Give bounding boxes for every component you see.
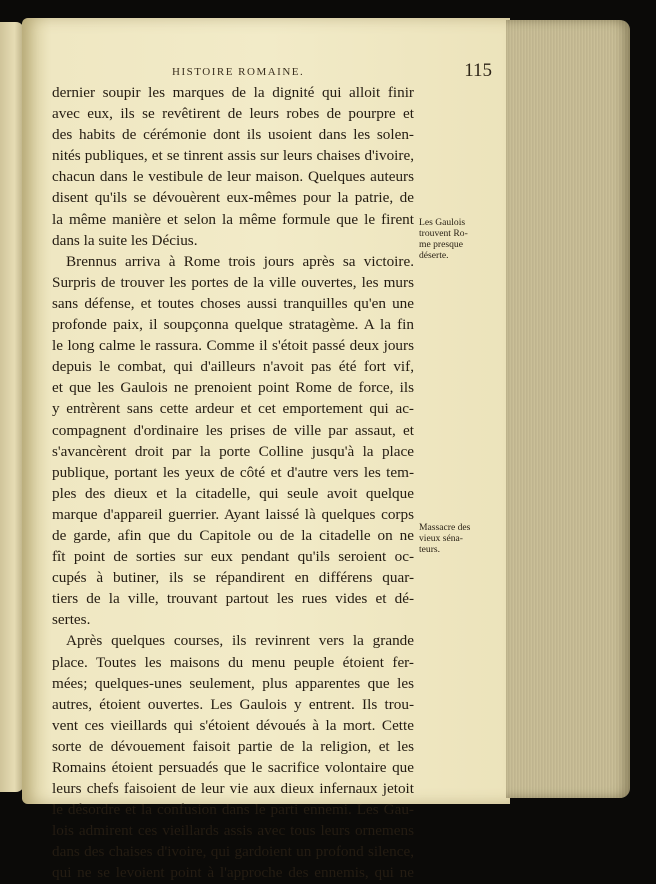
text-line: des habits de cérémonie dont ils usoient dans les solen- (52, 126, 414, 144)
text-line: et que les Gaulois ne prenoient point Rome de force, ils (52, 379, 414, 397)
text-line: Brennus arriva à Rome trois jours après sa victoire. (66, 252, 414, 270)
text-line: y entrèrent sans cette ardeur et cet emportement qui ac- (52, 400, 414, 418)
text-line: Après quelques courses, ils revinrent vers la grande (66, 632, 414, 650)
margin-note-gaulois (419, 217, 483, 261)
text-line: la même manière et selon la même formule que le firent (52, 210, 414, 228)
text-line: compagnent d'ordinaire les prises de ville par assaut, et (52, 421, 414, 439)
running-head: HISTOIRE ROMAINE. (172, 66, 305, 78)
margin-note-line: vieux séna- (419, 533, 463, 544)
text-line: place. Toutes les maisons du menu peuple étoient fer- (52, 653, 414, 671)
text-line: sans défense, et toutes choses aussi tranquilles qu'en une (52, 294, 414, 312)
text-line: publique, portant les yeux de côté et d'autre vers les tem- (52, 463, 414, 481)
text-line: dans des chaises d'ivoire, qui gardoient un profond silence, (52, 843, 414, 861)
margin-note-massacre (419, 522, 483, 555)
text-line: qui ne se levoient point à l'approche des ennemis, qui ne (52, 864, 414, 882)
text-line: profonde paix, il soupçonna quelque stratagème. A la fin (52, 316, 414, 334)
page-header (52, 62, 496, 82)
body-text (52, 82, 414, 884)
margin-note-line: Massacre des (419, 522, 471, 533)
text-line: depuis le combat, qui d'ailleurs n'avoit pas été fort vif, (52, 358, 414, 376)
margin-note-line: teurs. (419, 544, 441, 555)
text-line: mées; quelques-unes seulement, plus apparentes que les (52, 674, 414, 692)
text-line: dernier soupir les marques de la dignité qui alloit finir (52, 84, 414, 101)
text-line: le désordre et la confusion dans le parti ennemi. Les Gau- (52, 801, 414, 819)
margin-note-line: déserte. (419, 250, 449, 261)
text-line: autres, étoient ouvertes. Les Gaulois y entrent. Ils trou- (52, 695, 414, 713)
text-line: leurs chefs faisoient de leur vie aux dieux infernaux jetoit (52, 780, 414, 798)
left-page-edge (0, 22, 24, 792)
text-line: avec eux, ils se revêtirent de leurs robes de pourpre et (52, 105, 414, 123)
text-line: Romains étoient persuadés que le sacrifice volontaire que (52, 759, 414, 776)
text-line: vent ces vieillards qui s'étoient dévoués à la mort. Cette (52, 716, 414, 734)
text-line: disent qu'ils se dévouèrent eux-mêmes pour la patrie, de (52, 189, 414, 207)
text-line: nités publiques, et se tinrent assis sur leurs chaises d'ivoire, (52, 147, 414, 165)
margin-note-line: Les Gaulois (419, 217, 466, 228)
text-line: sorte de dévouement faisoit partie de la religion, et les (52, 737, 414, 755)
text-line: de garde, afin que du Capitole ou de la citadelle on ne (52, 526, 414, 544)
text-line: cupés à butiner, ils se répandirent en différens quar- (52, 569, 414, 587)
text-line: Surpris de trouver les portes de la ville ouvertes, les murs (52, 273, 414, 291)
text-line: lois admirent ces vieillards assis avec tous leurs ornemens (52, 822, 414, 840)
text-line: le long calme le rassura. Comme il s'étoit passé deux jours (52, 337, 414, 355)
text-line: marque d'appareil guerrier. Ayant laissé là quelques corps (52, 505, 414, 523)
text-line: sertes. (52, 611, 91, 629)
text-line: chacun dans le vestibule de leur maison. Quelques auteurs (52, 168, 414, 186)
margin-note-line: me presque (419, 239, 463, 250)
page-edges (506, 20, 630, 798)
text-line: s'avancèrent droit par la porte Colline jusqu'à la place (52, 442, 414, 460)
text-line: fît point de sorties sur eux pendant qu'ils seroient oc- (52, 548, 414, 566)
page-number: 115 (464, 60, 492, 81)
text-line: dans la suite les Décius. (52, 231, 198, 249)
margin-note-line: trouvent Ro- (419, 228, 468, 239)
text-line: ples des dieux et la citadelle, qui seule avoit quelque (52, 484, 414, 502)
text-line: tiers de la ville, trouvant partout les rues vides et dé- (52, 590, 414, 608)
